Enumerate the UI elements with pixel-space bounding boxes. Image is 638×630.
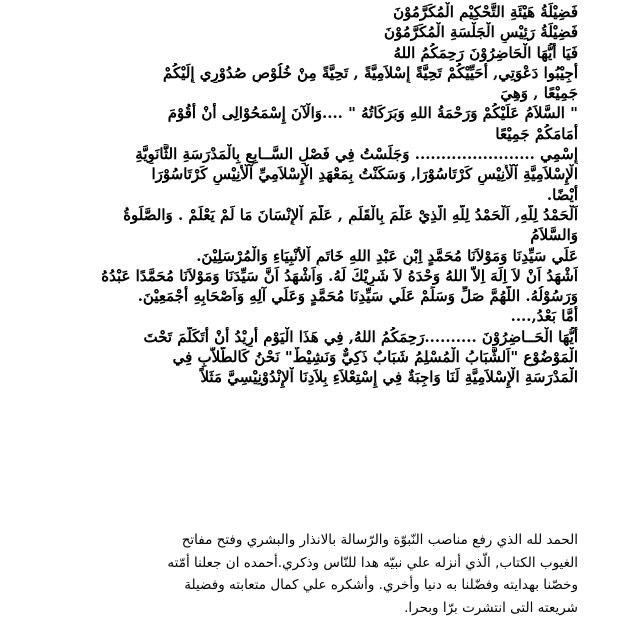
speech-line: الْإِسْلاَمِيَّةِ اْلْأَنِيْسِ كَرْتَاسُوْرَا, وَسَكَنْتُ بِمَعْهَدِ الْإِسْلاَمِيِّ اْلْأَنِيْسِ كَرْتَاسُوْرَا bbox=[151, 165, 578, 184]
closing-line: شريعته التى انتشرت برّا وبحرا. bbox=[404, 599, 578, 616]
speech-line: أَمَّا بَعْدُ,.... bbox=[510, 307, 578, 326]
arabic-speech-text bbox=[38, 2, 578, 388]
speech-line: أَمَامَكُمْ جَمِيْعًا bbox=[495, 124, 578, 143]
speech-line: فَضِيْلَةُ رَئِيْسِ الْجَلْسَةِ الْمُكَرَّمُوْنَ bbox=[383, 23, 578, 42]
speech-line: أَيْضًا. bbox=[546, 185, 578, 204]
speech-line: الْمَوْضُوْعِ "اَلشَّبَابُ الْمُسْلِمُ شَبَابٌ ذَكِيٌّ وَنَشِيْطٌ" نَحْنُ كَالطُّلاَّبِ فِي bbox=[172, 348, 578, 367]
speech-line: الْمَدْرَسَةِ الْإِسْلاَمِيَّةِ لَنَا وَاجِبَةٌ فِي إِسْتِعْلاَءِ بِلاَدِنَا اْلإِنْدُوْنِيْسِيَّ مَثَلاً bbox=[200, 368, 578, 387]
closing-line: الحمد لله الذي رفع مناصب النّبوّة والرّسالة بالانذار والبشري وفتح مفاتح bbox=[181, 532, 578, 548]
speech-line: اَشْهَدُ اَنْ لاَ اِلَهَ اِلاَّ اللهُ وَحْدَهُ لاَ شَرِيْكَ لَهُ. وَاَشْهَدُ اَنَّ سَيِّدَنَا وَمَوْلاَنَا مُحَمَّدًا عَبْدُهُ bbox=[101, 266, 578, 285]
closing-paragraph bbox=[38, 529, 578, 619]
speech-line: " السَّلاَمُ عَلَيْكُمْ وَرَحْمَةُ اللهِ وَبَرَكَاتُهُ " ....وَالْآنَ إِسْمَحُوْالِى أَنْ أَقُوْمَ bbox=[167, 104, 578, 123]
speech-line: إِسْمِي ....................... وَجَلَسْتُ فِي فَصْلِ السَّــابِعِ بِالْمَدْرَسَةِ الثَّانَوِيَّةِ bbox=[135, 145, 578, 164]
speech-line: أَيُّهَا الْحَــاضِرُوْنَ ..........رَحِمَكُمُ اللهُ, فِي هَذَا الْيَوْمِ أُرِيْدُ أَنْ أَتَكَلَّمَ تَحْتَ bbox=[143, 327, 578, 346]
speech-line: اَلْحَمْدُ لِلّهِ, اَلْحَمْدُ لِلّهِ الَّذِيْ عَلَّمَ بِالْقَلَمِ , عَلَّمَ اْلإِنْسَانَ مَا لَمْ يَعْلَمْ . وَالصَّلَوةُ bbox=[123, 205, 578, 224]
speech-line: وَرَسُوْلُهُ. اللَّهُمَّ صَلِّ وَسَلِّمْ عَلَي سَيِّدِنَا مُحَمَّدٍ وَعَلَي آلِهِ وَاَصْحَابِهِ أَجْمَعِيْنَ. bbox=[137, 287, 578, 306]
closing-line: الغيوب الكتاب, الّذي أنزله علي نبيّه هدا للنّاس وذكري.أحمده ان جعلنا أمّته bbox=[167, 554, 578, 571]
speech-line: فَضِيْلَةُ هَيْئَةِ التَّحْكِيْمِ الْمُكَرَّمُوْنَ bbox=[393, 3, 578, 21]
speech-line: فَيَا أَيُّهَا الْحَاضِرُوْنَ رَحِمَكُمُ اللهُ bbox=[393, 43, 578, 62]
closing-line: وخصّنا بهدايته وفضّلنا به دنيا وأخري. وأشكره علي كمال متعابته وفضيلة bbox=[184, 577, 578, 593]
speech-line: جَمِيْعًا , وَهِيَ bbox=[500, 84, 578, 103]
speech-line: وَالسَّلاَمُ bbox=[530, 226, 578, 245]
speech-line: عَلَي سَيِّدِنَا وَمَوْلاَنَا مُحَمَّدٍ اِبْنِ عَبْدِ اللهِ خَاتَمِ اْلأَنْبِيَاءِ وَالْمُرْسَلِيْنَ. bbox=[196, 246, 578, 265]
speech-line: أَجِيْبُوا دَعْوَتِي, أُحَيِّيْكُمْ تَحِيَّةً إِسْلاَمِيَّةً , تَحِيَّةً مِنْ خُلُوْصِ صُدُوْرِي إِلَيْكُمْ bbox=[163, 63, 578, 82]
